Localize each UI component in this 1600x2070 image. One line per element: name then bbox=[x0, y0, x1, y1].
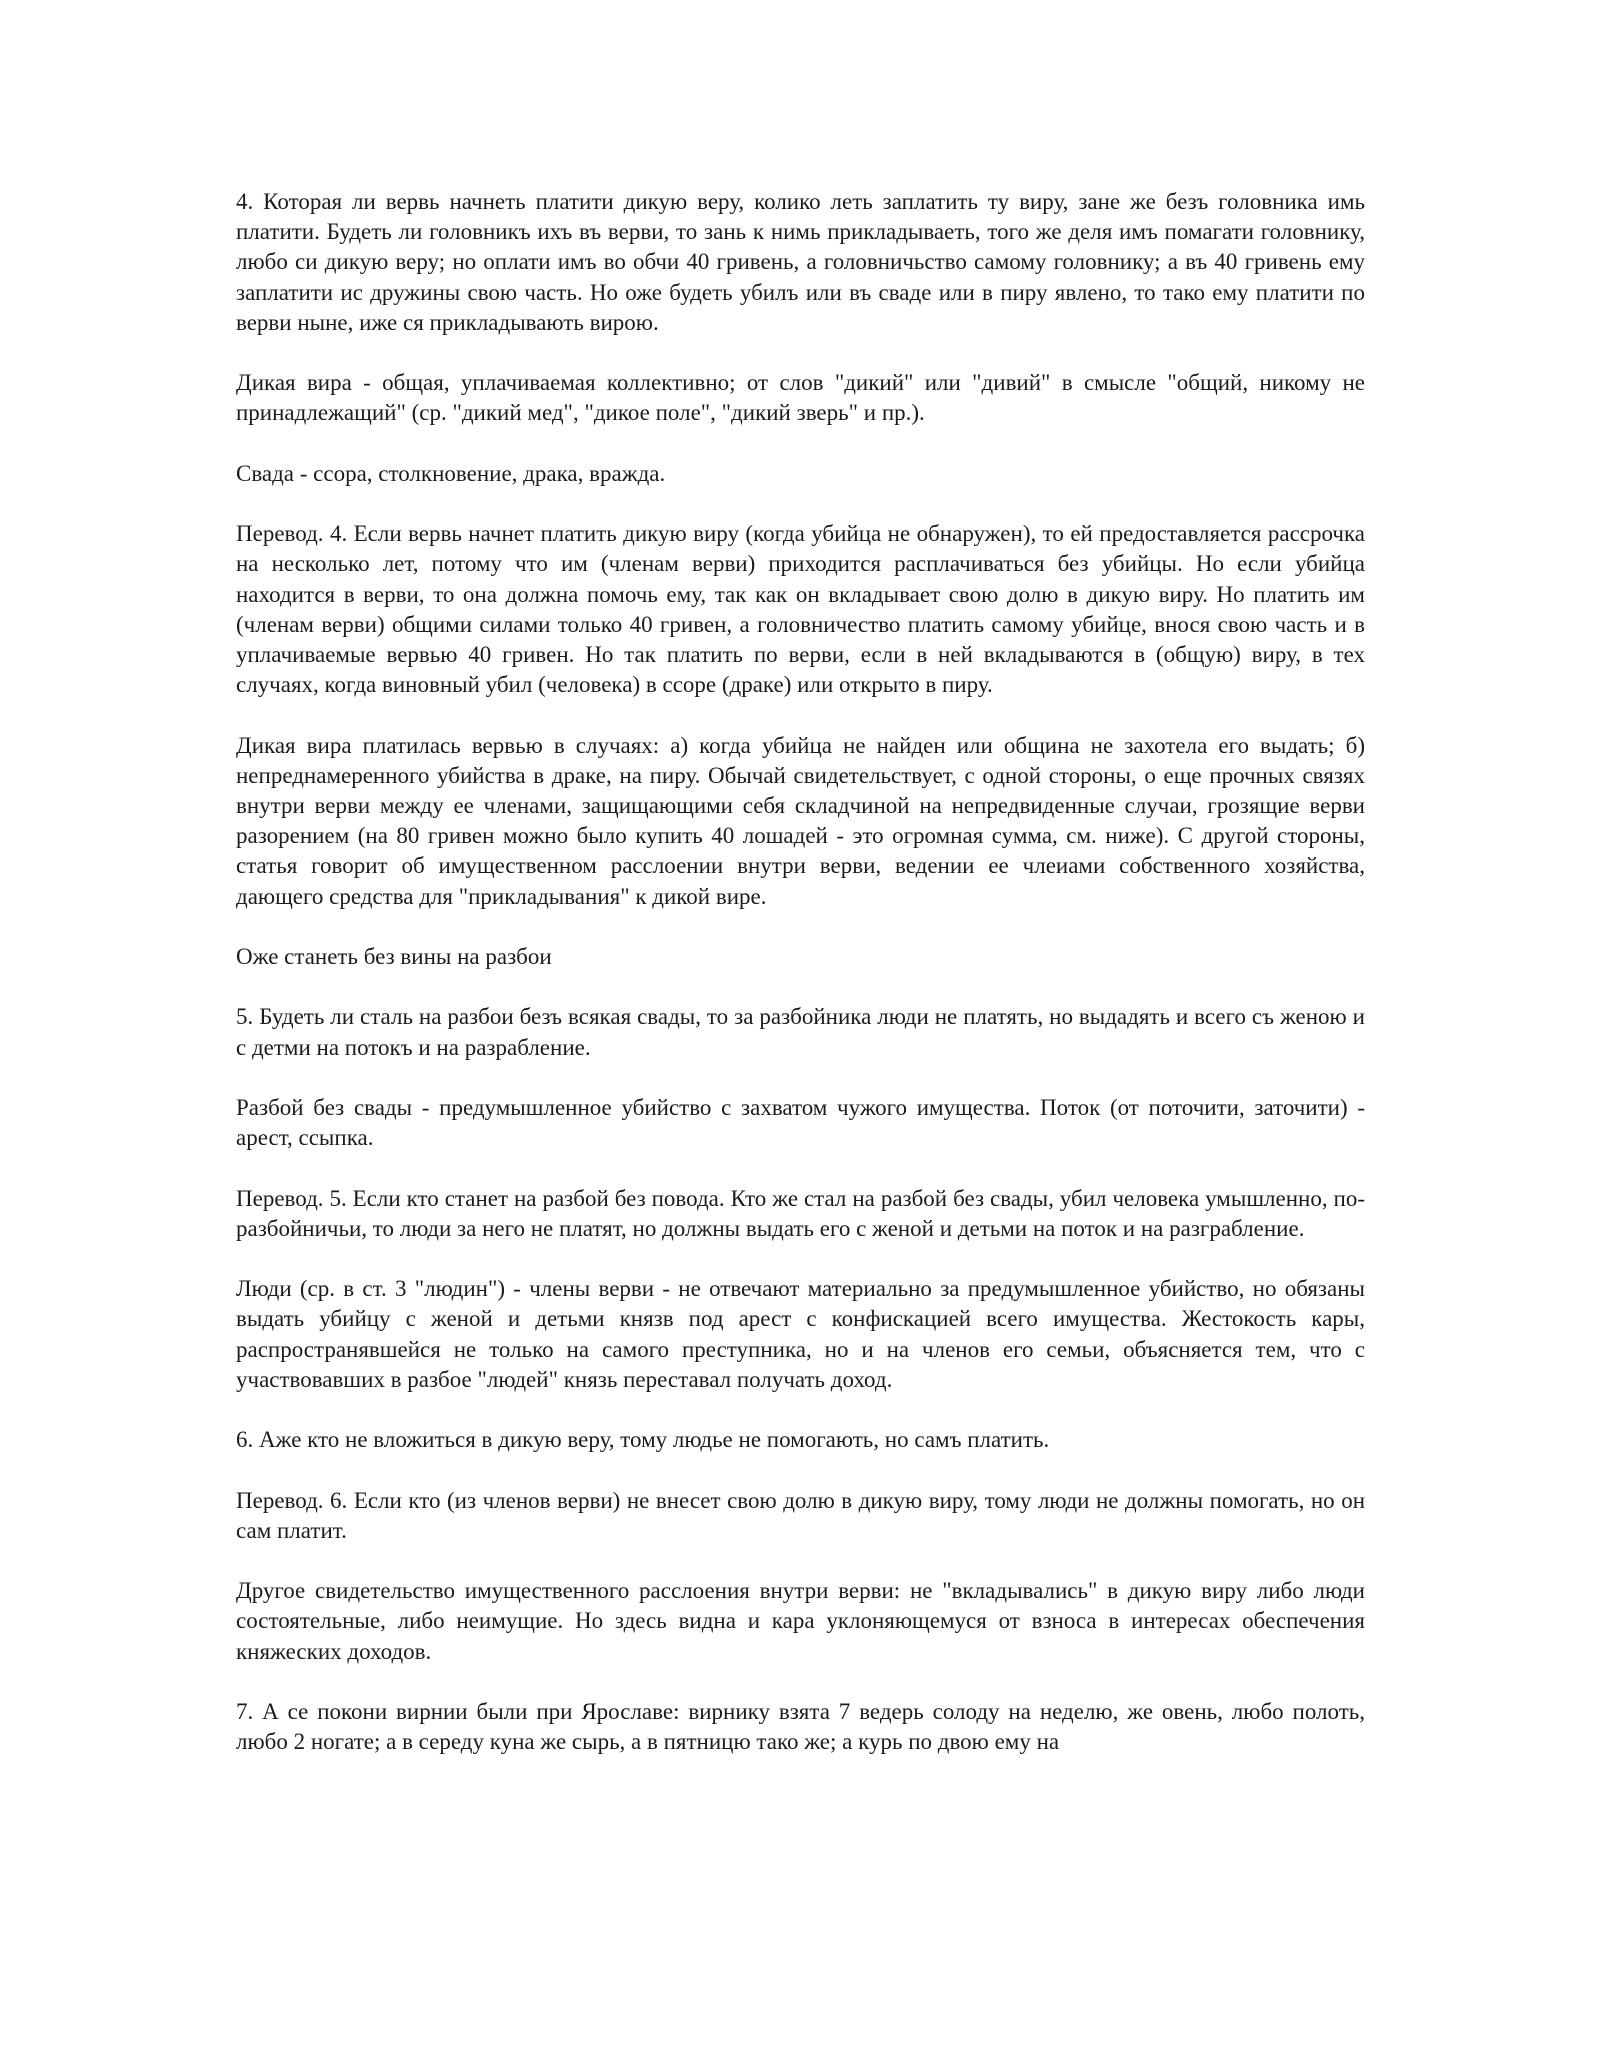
paragraph-article-4-text: 4. Которая ли вервь начнеть платити дикую веру, колико леть заплатить ту виру, зане же безъ головника имь платити. Будеть ли головникъ ихъ въ верви, то зань к нимь прикладываеть, того же деля имъ помагати головнику, любо си дикую веру; но оплати имъ во обчи 40 гривень, а головничьство самому головнику; а въ 40 гривень ему заплатити ис дружины свою часть. Но оже будеть убилъ или въ сваде или в пиру явлено, то тако ему платити по верви ныне, иже ся прикладывають вирою. bbox=[236, 189, 1365, 335]
paragraph-article-6-text: 6. Аже кто не вложиться в дикую веру, тому людье не помогають, но самъ платить. bbox=[236, 1427, 1050, 1453]
paragraph-article-6-commentary: Другое свидетельство имущественного расслоения внутри верви: не "вкладывались" в дикую виру либо люди состоятельные, либо неимущие. Но здесь видна и кара уклоняющемуся от взноса в интересах обеспечения княжеских доходов. bbox=[236, 1578, 1365, 1664]
paragraph-razboi-definition: Разбой без свады - предумышленное убийство с захватом чужого имущества. Поток (от поточити, заточити) - арест, ссыпка. bbox=[236, 1094, 1365, 1151]
paragraph-article-6-translation: Перевод. 6. Если кто (из членов верви) не внесет свою долю в дикую виру, тому люди не должны помогать, но он сам платит. bbox=[236, 1487, 1365, 1543]
section-heading-razboi: Оже станеть без вины на разбои bbox=[236, 944, 552, 969]
paragraph-article-5-translation: Перевод. 5. Если кто станет на разбой без повода. Кто же стал на разбой без свады, убил человека умышленно, по-разбойничьи, то люди за него не платят, но должны выдать его с женой и детьми на поток и на разграбление. bbox=[236, 1185, 1365, 1241]
paragraph-article-5-commentary: Люди (ср. в ст. 3 "людин") - члены верви - не отвечают материально за предумышленное убийство, но обязаны выдать убийцу с женой и детьми князв под арест с конфискацией всего имущества. Жестокость кары, распространявшейся не только на самого преступника, но и на членов его семьи, объясняется тем, что с участвовавших в разбое "людей" князь переставал получать доход. bbox=[236, 1276, 1365, 1392]
paragraph-article-4-translation: Перевод. 4. Если вервь начнет платить дикую виру (когда убийца не обнаружен), то ей предоставляется рассрочка на несколько лет, потому что им (членам верви) приходится расплачиваться без убийцы. Но если убийца находится в верви, то она должна помочь ему, так как он вкладывает свою долю в дикую виру. Но платить им (членам верви) общими силами только 40 гривен, а головничество платить самому убийце, внося свою часть и в уплачиваемые вервью 40 гривен. Но так платить по верви, если в ней вкладываются в (общую) виру, в тех случаях, когда виновный убил (человека) в ссоре (драке) или открыто в пиру. bbox=[236, 521, 1365, 698]
paragraph-article-4-commentary: Дикая вира платилась вервью в случаях: а) когда убийца не найден или община не захотела его выдать; б) непреднамеренного убийства в драке, на пиру. Обычай свидетельствует, с одной стороны, о еще прочных связях внутри верви между ее членами, защищающими себя складчиной на непредвиденные случаи, грозящие верви разорением (на 80 гривен можно было купить 40 лошадей - это огромная сумма, см. ниже). С другой стороны, статья говорит об имущественном расслоении внутри верви, ведении ее члеиами собственного хозяйства, дающего средства для "прикладывания" к дикой вире. bbox=[236, 732, 1365, 909]
paragraph-wild-vira-definition: Дикая вира - общая, уплачиваемая коллективно; от слов "дикий" или "дивий" в смысле "общий, никому не принадлежащий" (ср. "дикий мед", "дикое поле", "дикий зверь" и пр.). bbox=[236, 370, 1365, 426]
paragraph-svada-definition: Свада - ссора, столкновение, драка, вражда. bbox=[236, 460, 666, 486]
document-page bbox=[236, 187, 1365, 1757]
paragraph-article-7-text: 7. А се покони вирнии были при Ярославе: вирнику взята 7 ведерь солоду на неделю, же овень, любо полоть, любо 2 ногате; а в середу куна же сырь, а в пятницю тако же; а курь по двою ему на bbox=[236, 1698, 1365, 1755]
paragraph-article-5-text: 5. Будеть ли сталь на разбои безъ всякая свады, то за разбойника люди не платять, но выдадять и всего съ женою и с детми на потокъ и на разрабление. bbox=[236, 1004, 1365, 1060]
